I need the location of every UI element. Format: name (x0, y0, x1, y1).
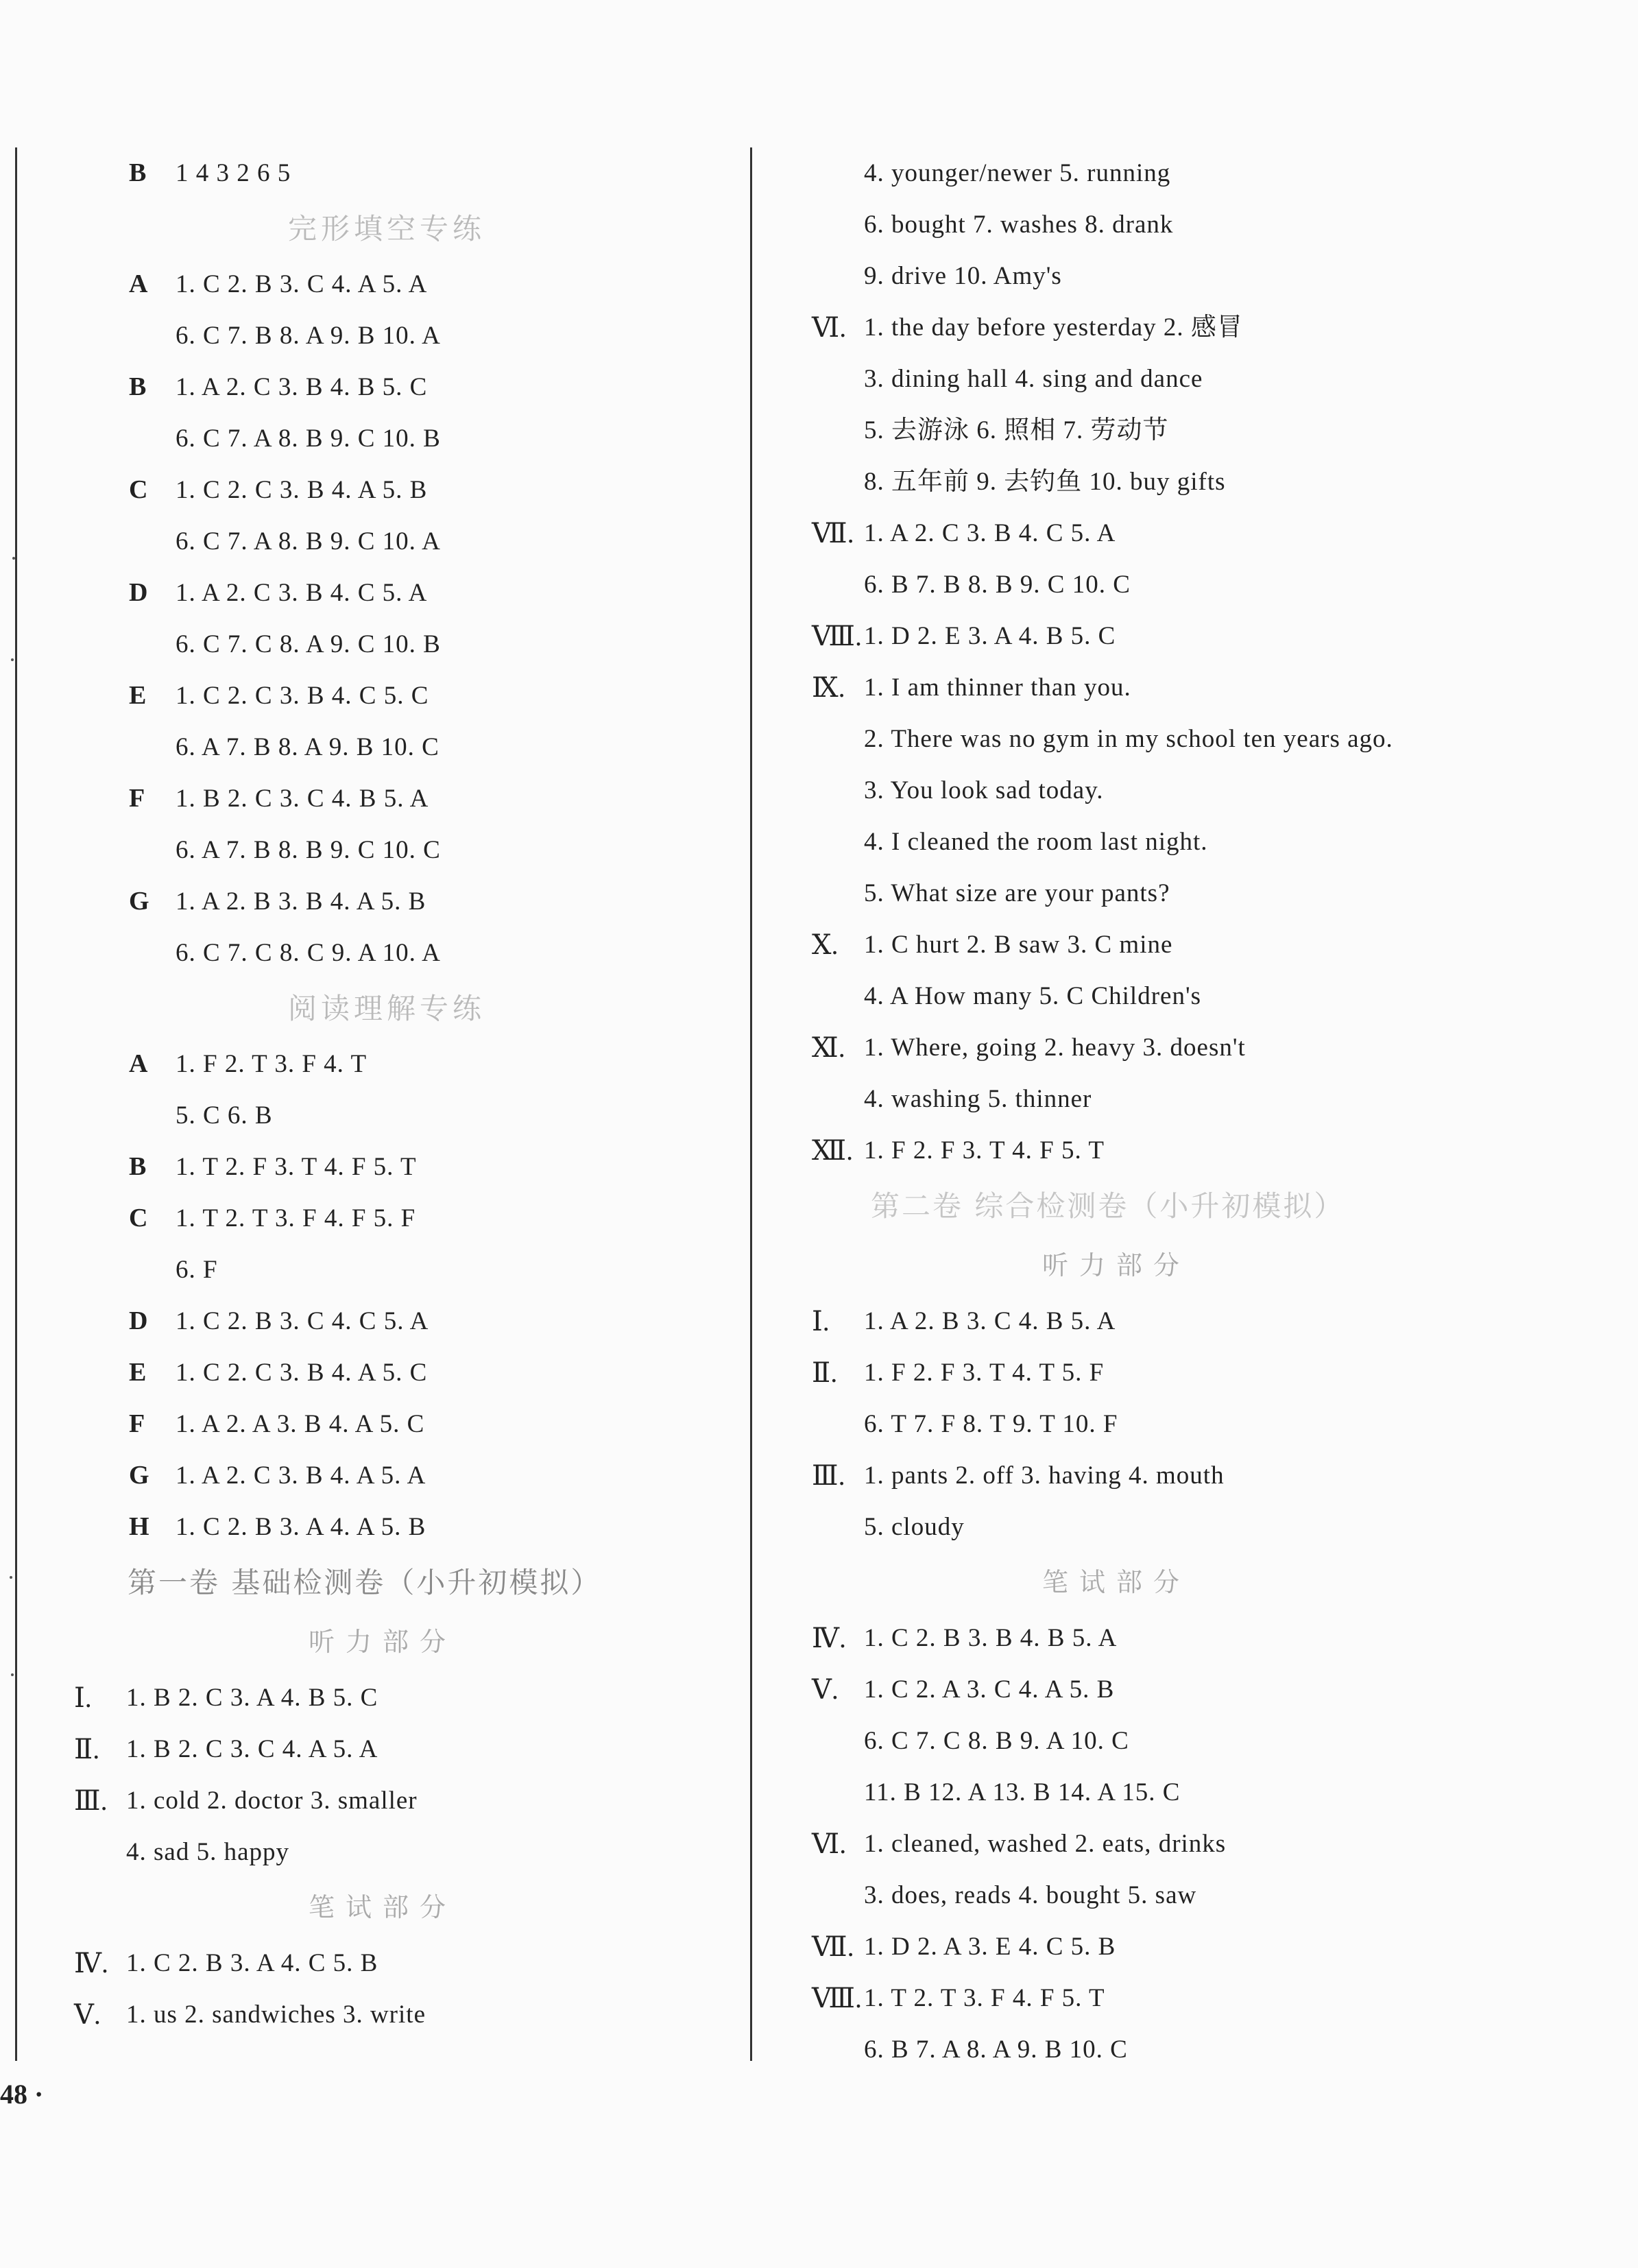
answer-text: 1. pants 2. off 3. having 4. mouth (864, 1461, 1225, 1490)
answer-text: 5. cloudy (864, 1513, 965, 1541)
answer-row (802, 2024, 1598, 2075)
answer-text: 1. A 2. C 3. B 4. C 5. A (864, 519, 1116, 547)
answer-text: 1. B 2. C 3. A 4. B 5. C (126, 1684, 378, 1712)
page-number: 48 · (0, 2079, 44, 2110)
part-subheading: 听力部分 (1042, 1250, 1191, 1280)
answer-text: 4. sad 5. happy (126, 1838, 289, 1866)
answer-text: 1. cold 2. doctor 3. smaller (126, 1787, 418, 1815)
answer-row (802, 250, 1598, 302)
answer-row (41, 1193, 740, 1244)
answer-text: 1. C 2. B 3. A 4. C 5. B (126, 1949, 378, 1977)
answer-text: 1. B 2. C 3. C 4. B 5. A (176, 785, 429, 813)
answer-label: Ⅰ. (812, 1306, 830, 1337)
answer-text: 1 4 3 2 6 5 (176, 159, 291, 187)
answer-text: 1. T 2. T 3. F 4. F 5. T (864, 1984, 1105, 2012)
answer-label: F (129, 1409, 145, 1438)
answer-text: 1. A 2. B 3. B 4. A 5. B (176, 887, 426, 916)
answer-label: Ⅶ. (812, 518, 854, 549)
answer-row (41, 1826, 740, 1878)
answer-text: 1. C 2. B 3. C 4. A 5. A (176, 270, 428, 298)
answer-text: 1. us 2. sandwiches 3. write (126, 2001, 426, 2029)
answer-text: 6. C 7. C 8. A 9. C 10. B (176, 630, 441, 658)
answer-text: 6. bought 7. washes 8. drank (864, 211, 1174, 239)
answer-label: Ⅲ. (74, 1785, 108, 1816)
answer-text: 1. T 2. T 3. F 4. F 5. F (176, 1204, 416, 1232)
answer-label: D (129, 1306, 148, 1335)
answer-row (802, 816, 1598, 868)
answer-text: 6. C 7. A 8. B 9. C 10. A (176, 527, 441, 556)
answer-text: 8. 五年前 9. 去钓鱼 10. buy gifts (864, 468, 1226, 496)
answer-row (41, 516, 740, 567)
answer-row (41, 1090, 740, 1141)
answer-row (41, 1398, 740, 1450)
answer-row (802, 1296, 1598, 1347)
answer-text: 1. the day before yesterday 2. 感冒 (864, 313, 1243, 342)
answer-label: Ⅲ. (812, 1460, 845, 1491)
answer-row (41, 1347, 740, 1398)
answer-text: 1. C hurt 2. B saw 3. C mine (864, 931, 1173, 959)
answer-row (41, 773, 740, 824)
answer-label: B (129, 1152, 147, 1181)
answer-label: B (129, 372, 147, 401)
answer-text: 3. dining hall 4. sing and dance (864, 365, 1203, 393)
answer-text: 1. A 2. A 3. B 4. A 5. C (176, 1410, 425, 1438)
answer-label: Ⅰ. (74, 1682, 92, 1713)
answer-label: Ⅵ. (812, 1828, 847, 1859)
answer-label: B (129, 158, 147, 187)
answer-text: 1. C 2. B 3. B 4. B 5. A (864, 1624, 1118, 1652)
answer-label: D (129, 578, 148, 607)
answer-text: 6. C 7. A 8. B 9. C 10. B (176, 425, 441, 453)
answer-row (41, 721, 740, 773)
answer-row (41, 927, 740, 979)
answer-row (41, 876, 740, 927)
answer-text: 1. A 2. B 3. C 4. B 5. A (864, 1307, 1116, 1335)
answer-row (802, 508, 1598, 559)
answer-label: Ⅺ. (812, 1032, 845, 1063)
part-subheading: 笔试部分 (1042, 1567, 1191, 1597)
answer-label: Ⅱ. (74, 1734, 100, 1765)
answer-row (802, 1450, 1598, 1501)
answer-text: 1. C 2. C 3. B 4. A 5. C (176, 1359, 428, 1387)
answer-row (41, 1672, 740, 1723)
answer-text: 6. B 7. B 8. B 9. C 10. C (864, 571, 1131, 599)
answer-label: Ⅳ. (74, 1948, 108, 1979)
answer-row (802, 1612, 1598, 1664)
answer-row (802, 1818, 1598, 1870)
answer-label: A (129, 1049, 148, 1078)
answer-text: 1. I am thinner than you. (864, 673, 1131, 702)
answer-row (41, 670, 740, 721)
answer-row (41, 1937, 740, 1989)
answer-label: H (129, 1512, 149, 1541)
answer-row (802, 1921, 1598, 1972)
answer-row (802, 1398, 1598, 1450)
answer-text: 6. F (176, 1256, 218, 1284)
answer-row (41, 464, 740, 516)
answer-text: 3. You look sad today. (864, 776, 1104, 804)
answer-label: A (129, 270, 148, 298)
left-margin-rule (15, 147, 17, 2061)
answer-row (802, 610, 1598, 662)
answer-row (41, 1501, 740, 1553)
answer-text: 6. B 7. A 8. A 9. B 10. C (864, 2036, 1128, 2064)
answer-row (802, 1972, 1598, 2024)
answer-text: 9. drive 10. Amy's (864, 262, 1062, 290)
answer-row (802, 456, 1598, 508)
answer-row (802, 713, 1598, 765)
answer-row (802, 559, 1598, 610)
answer-row (802, 1715, 1598, 1767)
answer-row (802, 1664, 1598, 1715)
answer-label: Ⅻ. (812, 1135, 854, 1166)
answer-label: Ⅸ. (812, 672, 845, 703)
answer-label: Ⅶ. (812, 1931, 854, 1962)
answer-text: 1. T 2. F 3. T 4. F 5. T (176, 1153, 417, 1181)
answer-text: 6. C 7. B 8. A 9. B 10. A (176, 322, 441, 350)
answer-label: E (129, 1358, 147, 1387)
answer-text: 2. There was no gym in my school ten years ago. (864, 725, 1393, 753)
answer-text: 5. What size are your pants? (864, 879, 1170, 907)
answer-text: 4. A How many 5. C Children's (864, 982, 1202, 1010)
answer-label: Ⅹ. (812, 929, 839, 960)
answer-row (41, 413, 740, 464)
answer-text: 1. C 2. A 3. C 4. A 5. B (864, 1675, 1115, 1704)
answer-text: 3. does, reads 4. bought 5. saw (864, 1881, 1197, 1909)
answer-row (802, 919, 1598, 970)
answer-row (41, 1775, 740, 1826)
answer-label: Ⅵ. (812, 312, 847, 343)
answer-row (41, 1296, 740, 1347)
answer-row (802, 1501, 1598, 1553)
answer-label: F (129, 784, 145, 813)
answer-text: 5. 去游泳 6. 照相 7. 劳动节 (864, 416, 1169, 444)
volume-title: 第二卷 综合检测卷（小升初模拟） (871, 1189, 1345, 1223)
section-heading: 阅读理解专练 (288, 992, 486, 1025)
answer-row (802, 1022, 1598, 1073)
answer-row (41, 147, 740, 199)
answer-text: 1. A 2. C 3. B 4. C 5. A (176, 579, 428, 607)
scan-speck (12, 557, 15, 560)
answer-text: 1. F 2. F 3. T 4. F 5. T (864, 1136, 1105, 1165)
answer-text: 6. A 7. B 8. A 9. B 10. C (176, 733, 439, 761)
answer-row (802, 147, 1598, 199)
answer-text: 1. cleaned, washed 2. eats, drinks (864, 1830, 1227, 1858)
answer-row (802, 1870, 1598, 1921)
scan-speck (10, 1576, 12, 1579)
answer-label: Ⅱ. (812, 1357, 838, 1388)
answer-row (802, 662, 1598, 713)
answer-text: 1. C 2. B 3. C 4. C 5. A (176, 1307, 429, 1335)
answer-row (41, 824, 740, 876)
answer-row (41, 259, 740, 310)
answer-row (802, 1767, 1598, 1818)
answer-text: 1. C 2. B 3. A 4. A 5. B (176, 1513, 426, 1541)
part-subheading: 笔试部分 (309, 1892, 457, 1922)
column-divider-rule (750, 147, 752, 2061)
answer-row (41, 567, 740, 619)
answer-text: 4. washing 5. thinner (864, 1085, 1092, 1113)
left-column (41, 147, 740, 2040)
answer-row (802, 765, 1598, 816)
answer-label: Ⅴ. (74, 1999, 101, 2030)
answer-row (802, 302, 1598, 353)
answer-text: 4. I cleaned the room last night. (864, 828, 1208, 856)
answer-text: 4. younger/newer 5. running (864, 159, 1171, 187)
scan-speck (11, 658, 14, 661)
answer-text: 1. Where, going 2. heavy 3. doesn't (864, 1034, 1246, 1062)
answer-text: 6. A 7. B 8. B 9. C 10. C (176, 836, 441, 864)
answer-label: C (129, 475, 148, 504)
answer-label: Ⅷ. (812, 621, 863, 652)
answer-text: 6. C 7. C 8. B 9. A 10. C (864, 1727, 1129, 1755)
scan-speck (11, 1673, 14, 1676)
answer-label: Ⅷ. (812, 1983, 863, 2014)
answer-row (802, 868, 1598, 919)
answer-label: G (129, 1461, 149, 1490)
answer-text: 1. A 2. C 3. B 4. A 5. A (176, 1461, 426, 1490)
section-heading: 完形填空专练 (288, 212, 486, 246)
answer-row (802, 405, 1598, 456)
answer-row (41, 361, 740, 413)
answer-label: C (129, 1204, 148, 1232)
answer-text: 1. B 2. C 3. C 4. A 5. A (126, 1735, 378, 1763)
answer-label: E (129, 681, 147, 710)
answer-label: Ⅴ. (812, 1674, 839, 1705)
answer-row (41, 1723, 740, 1775)
answer-text: 1. A 2. C 3. B 4. B 5. C (176, 373, 428, 401)
answer-text: 1. D 2. A 3. E 4. C 5. B (864, 1933, 1116, 1961)
answer-text: 1. C 2. C 3. B 4. C 5. C (176, 682, 429, 710)
volume-title: 第一卷 基础检测卷（小升初模拟） (128, 1566, 602, 1599)
answer-text: 5. C 6. B (176, 1101, 273, 1130)
answer-row (802, 1347, 1598, 1398)
answer-label: G (129, 887, 149, 916)
answer-row (41, 1038, 740, 1090)
answer-row (41, 310, 740, 361)
answer-row (41, 1244, 740, 1296)
part-subheading: 听力部分 (309, 1627, 457, 1657)
answer-row (802, 970, 1598, 1022)
answer-row (802, 199, 1598, 250)
answer-row (41, 1450, 740, 1501)
answer-row (802, 353, 1598, 405)
answer-text: 1. C 2. C 3. B 4. A 5. B (176, 476, 428, 504)
answer-row (802, 1073, 1598, 1125)
answer-text: 6. C 7. C 8. C 9. A 10. A (176, 939, 441, 967)
answer-row (41, 1141, 740, 1193)
answer-text: 1. F 2. F 3. T 4. T 5. F (864, 1359, 1105, 1387)
right-column (802, 147, 1598, 2075)
answer-row (802, 1125, 1598, 1176)
answer-row (41, 1989, 740, 2040)
answer-text: 6. T 7. F 8. T 9. T 10. F (864, 1410, 1118, 1438)
answer-text: 1. D 2. E 3. A 4. B 5. C (864, 622, 1116, 650)
answer-label: Ⅳ. (812, 1623, 846, 1654)
answer-row (41, 619, 740, 670)
answer-text: 11. B 12. A 13. B 14. A 15. C (864, 1778, 1181, 1806)
answer-text: 1. F 2. T 3. F 4. T (176, 1050, 368, 1078)
